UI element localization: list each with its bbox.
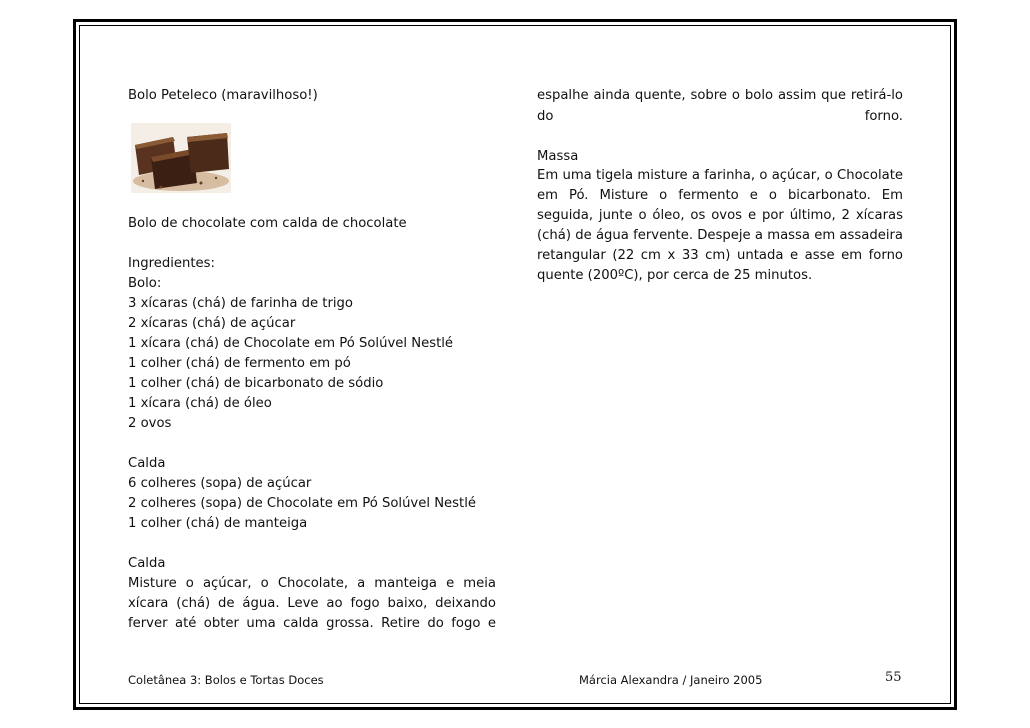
page-number: 55 [885,670,902,685]
bolo-ingredient: 1 colher (chá) de bicarbonato de sódio [128,376,384,391]
footer-collection: Coletânea 3: Bolos e Tortas Doces [128,673,324,687]
calda-continuation-line: do forno. [537,109,903,124]
massa-line: (chá) de água fervente. Despeje a massa em assadeira [537,228,903,243]
bolo-ingredient: 2 ovos [128,416,172,431]
cake-photo [131,123,231,193]
recipe-title: Bolo Peteleco (maravilhoso!) [128,88,318,103]
calda-prep-line: Misture o açúcar, o Chocolate, a manteiga e meia [128,576,496,591]
bolo-label: Bolo: [128,276,162,291]
calda-ingredient: 2 colheres (sopa) de Chocolate em Pó Solúvel Nestlé [128,496,476,511]
bolo-ingredient: 3 xícaras (chá) de farinha de trigo [128,296,353,311]
massa-line: retangular (22 cm x 33 cm) untada e asse em forno [537,248,903,263]
calda-prep-label: Calda [128,556,166,571]
bolo-ingredient: 1 xícara (chá) de Chocolate em Pó Solúvel Nestlé [128,336,454,351]
calda-ingredient: 6 colheres (sopa) de açúcar [128,476,312,491]
calda-label: Calda [128,456,166,471]
ingredientes-label: Ingredientes: [128,256,215,271]
recipe-subtitle: Bolo de chocolate com calda de chocolate [128,216,407,231]
bolo-ingredient: 2 xícaras (chá) de açúcar [128,316,296,331]
massa-line: Em uma tigela misture a farinha, o açúcar, o Chocolate [537,168,903,183]
calda-prep-line: xícara (chá) de água. Leve ao fogo baixo, deixando [128,596,496,611]
massa-line: seguida, junte o óleo, os ovos e por último, 2 xícaras [537,208,903,223]
massa-line: em Pó. Misture o fermento e o bicarbonato. Em [537,188,903,203]
calda-prep-line: ferver até obter uma calda grossa. Retire do fogo e [128,616,496,631]
massa-line: quente (200ºC), por cerca de 25 minutos. [537,268,813,283]
calda-ingredient: 1 colher (chá) de manteiga [128,516,308,531]
bolo-ingredient: 1 colher (chá) de fermento em pó [128,356,351,371]
footer-author: Márcia Alexandra / Janeiro 2005 [579,673,763,687]
bolo-ingredient: 1 xícara (chá) de óleo [128,396,272,411]
massa-label: Massa [537,149,579,164]
calda-continuation-line: espalhe ainda quente, sobre o bolo assim que retirá-lo [537,88,903,103]
